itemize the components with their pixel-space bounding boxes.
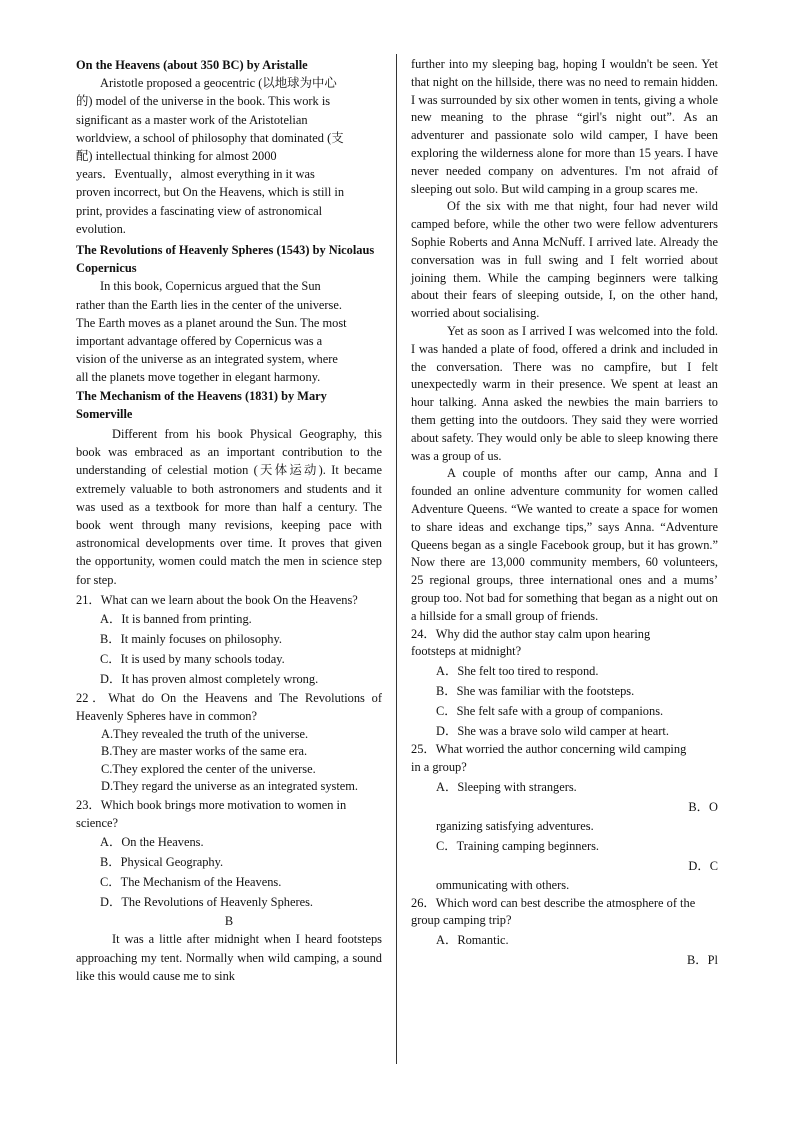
section-b-label: B [224, 914, 234, 929]
option-25-b-tail: rganizing satisfying adventures. [436, 818, 594, 833]
option-22-a: A.They revealed the truth of the universe. [101, 726, 309, 741]
question-24-stem: 24．Why did the author stay calm upon hearing footsteps at midnight? [411, 626, 651, 659]
column-divider [396, 54, 397, 1064]
book3-heading: The Mechanism of the Heavens (1831) by Mary Somerville [76, 388, 327, 421]
question-26 [411, 895, 718, 971]
option-22-c: C.They explored the center of the universe. [101, 761, 316, 776]
option-21-b: B．It mainly focuses on philosophy. [100, 632, 282, 647]
option-22-b: B.They are master works of the same era. [101, 744, 308, 759]
option-24-d: D．She was a brave solo wild camper at heart. [436, 724, 669, 739]
book3-description: Different from his book Physical Geography, this book was embraced as an important contribution to the understanding of celestial motion (天体运动). It became extremely valuable to both astronomers and students and it was used as a textbook for more than half a century. The book went through many revisions, keeping pace with astronomical developments over time. It proves that given the opportunity, women could match the men in science step for step. [76, 427, 382, 587]
book2-line: important advantage offered by Copernicus was a [76, 334, 323, 349]
passage-b-para2: Of the six with me that night, four had never wild camped before, while the other two were fellow adventurers Sophie Roberts and Anna McNuff. I arrived late. Already the conversation was in full swing and I felt worried about joining them. While the camping beginners were talking about their fears of sleeping outside, I, on the other hand, worried about socialising. [411, 199, 718, 321]
question-22 [76, 689, 382, 796]
book1-line: Aristotle proposed a geocentric (以地球为中心 [100, 76, 337, 91]
question-23-stem: 23．Which book brings more motivation to women in science? [76, 797, 347, 831]
book2-line: In this book, Copernicus argued that the Sun [100, 279, 321, 294]
option-23-c: C．The Mechanism of the Heavens. [100, 875, 282, 890]
option-25-d-head: D．C [688, 858, 718, 873]
question-21 [76, 591, 382, 689]
book1-line: print, provides a fascinating view of astronomical [76, 203, 323, 218]
book1-line: evolution. [76, 221, 126, 236]
book1-line: proven incorrect, but On the Heavens, which is still in [76, 185, 345, 200]
book1-description [76, 74, 382, 238]
option-21-c: C．It is used by many schools today. [100, 652, 285, 667]
right-column [411, 56, 718, 970]
question-25-stem: 25．What worried the author concerning wild camping in a group? [411, 742, 687, 774]
book1-heading: On the Heavens (about 350 BC) by Aristalle [76, 58, 308, 72]
option-25-a: A．Sleeping with strangers. [436, 779, 577, 794]
book2-heading: The Revolutions of Heavenly Spheres (1543) by Nicolaus Copernicus [76, 243, 375, 276]
option-23-d: D．The Revolutions of Heavenly Spheres. [100, 895, 314, 910]
option-23-b: B．Physical Geography. [100, 855, 224, 870]
option-21-d: D．It has proven almost completely wrong. [100, 672, 319, 687]
book1-line: 的) model of the universe in the book. This work is [76, 94, 331, 109]
option-22-d: D.They regard the universe as an integrated system. [101, 779, 359, 794]
question-26-stem: 26．Which word can best describe the atmosphere of the group camping trip? [411, 895, 696, 928]
option-25-d-tail: ommunicating with others. [436, 877, 570, 892]
passage-b-para1: further into my sleeping bag, hoping I wouldn't be seen. Yet that night on the hillside, there was no need to remain hidden. I was surrounded by six other women in tents, giving a whole new meaning to the phrase “girl's night out”. As an adventurer and passionate solo wild camper, I have been exploring the wilderness alone for more than 15 years. I have never needed company on adventures. I'm not afraid of sleeping out solo. But wild camping in a group scares me. [411, 57, 718, 196]
book2-description [76, 277, 382, 386]
passage-b-para4: A couple of months after our camp, Anna and I founded an online adventure community for women called Adventure Queens. “We wanted to create a space for women to share ideas and exchange tips,” says Anna. “Adventure Queens began as a single Facebook group, but it has grown.” Now there are 13,000 community members, 60 volunteers, 25 regional groups, three international ones and a mums’ group too. Not bad for something that began as a night out on a hillside for a small group of friends. [411, 466, 718, 623]
book1-line: years．Eventually，almost everything in it was [76, 167, 315, 182]
option-24-c: C．She felt safe with a group of companions. [436, 704, 664, 719]
option-21-a: A．It is banned from printing. [100, 612, 252, 627]
option-25-b-head: B．O [688, 799, 718, 814]
question-25 [411, 741, 718, 895]
option-26-b-head: B．Pl [687, 953, 718, 968]
book2-line: The Earth moves as a planet around the Sun. The most [76, 315, 347, 330]
book2-line: all the planets move together in elegant harmony. [76, 370, 321, 385]
book2-line: vision of the universe as an integrated system, where [76, 352, 338, 367]
option-24-b: B．She was familiar with the footsteps. [436, 684, 635, 699]
option-24-a: A．She felt too tired to respond. [436, 664, 599, 679]
option-26-a: A．Romantic. [436, 933, 509, 948]
left-column [76, 56, 382, 985]
question-21-stem: 21．What can we learn about the book On the Heavens? [76, 592, 358, 607]
book2-line: rather than the Earth lies in the center of the universe. [76, 297, 342, 312]
book1-line: 配) intellectual thinking for almost 2000 [76, 149, 277, 164]
book1-line: significant as a master work of the Aristotelian [76, 112, 308, 127]
question-23 [76, 796, 382, 912]
option-23-a: A．On the Heavens. [100, 835, 204, 850]
question-24 [411, 626, 718, 742]
question-22-stem: 22．What do On the Heavens and The Revolutions of Heavenly Spheres have in common? [76, 691, 382, 724]
passage-b-start: It was a little after midnight when I heard footsteps approaching my tent. Normally when wild camping, a sound like this would cause me to sink [76, 932, 382, 983]
passage-b-para3: Yet as soon as I arrived I was welcomed into the fold. I was handed a plate of food, offered a drink and included in the conversation. There was no campfire, but I felt unexpectedly warm in their presence. We spent at least an hour talking. Anna asked the newbies the main barriers to them getting into the outdoors. They said they were worried about safety. They would only be able to sleep knowing there was a group of us. [411, 323, 718, 463]
book1-line: worldview, a school of philosophy that dominated (支 [76, 130, 344, 145]
option-25-c: C．Training camping beginners. [436, 838, 600, 853]
